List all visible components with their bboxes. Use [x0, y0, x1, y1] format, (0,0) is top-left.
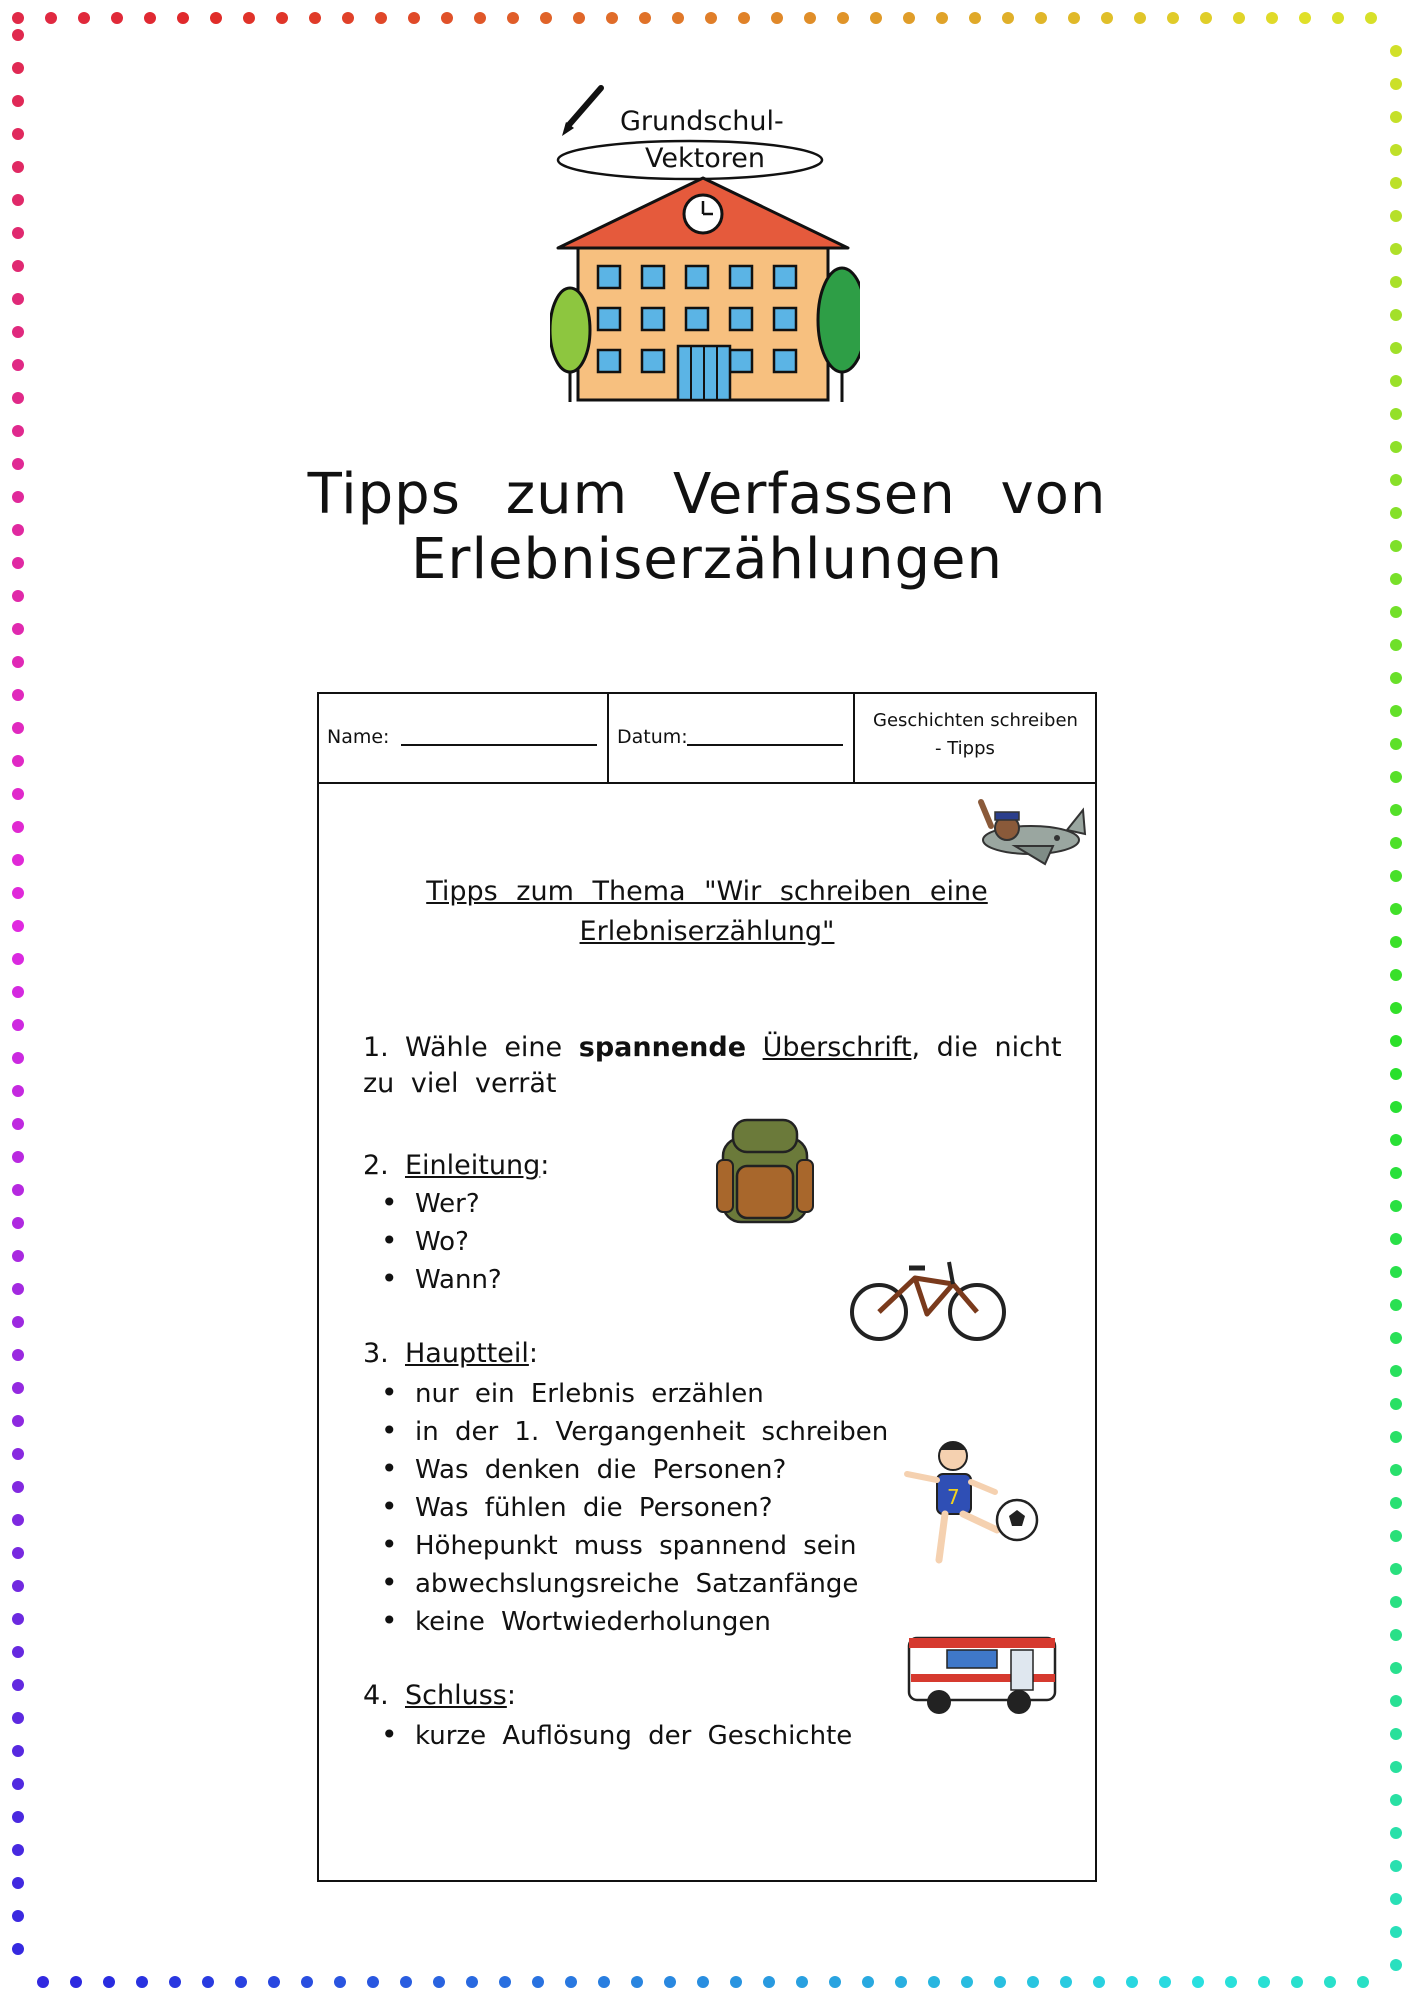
border-dot [12, 194, 24, 206]
border-dot [540, 12, 552, 24]
tip-2-list [381, 1184, 502, 1298]
list-item: • Wann? [381, 1260, 502, 1298]
border-dot [12, 227, 24, 239]
border-dot [697, 1976, 709, 1988]
border-dot [928, 1976, 940, 1988]
topic-cell [855, 694, 1095, 782]
border-dot [1390, 1002, 1402, 1014]
border-dot [1390, 375, 1402, 387]
border-dot [12, 920, 24, 932]
tip-4-number: 4. [363, 1680, 389, 1711]
border-dot [12, 1382, 24, 1394]
tip-3-heading-row [363, 1338, 538, 1369]
border-dot [1060, 1976, 1072, 1988]
border-dot [12, 722, 24, 734]
border-dot [37, 1976, 49, 1988]
border-dot [12, 953, 24, 965]
border-dot [1390, 672, 1402, 684]
border-dot [1390, 1233, 1402, 1245]
border-dot [45, 12, 57, 24]
border-dot [1390, 804, 1402, 816]
topic-line1: Geschichten schreiben [873, 710, 1078, 731]
border-dot [903, 12, 915, 24]
list-item: • Wo? [381, 1222, 502, 1260]
border-dot [1390, 639, 1402, 651]
border-dot [565, 1976, 577, 1988]
border-dot [639, 12, 651, 24]
border-dot [12, 326, 24, 338]
border-dot [730, 1976, 742, 1988]
border-dot [1390, 1134, 1402, 1146]
border-dot [1068, 12, 1080, 24]
tip-4-heading: Schluss [405, 1680, 507, 1711]
border-dot [1233, 12, 1245, 24]
list-item: • nur ein Erlebnis erzählen [381, 1374, 888, 1412]
border-dot [12, 854, 24, 866]
bicycle-icon [849, 1250, 1009, 1346]
tip-2-heading: Einleitung [405, 1150, 541, 1181]
border-dot [12, 1910, 24, 1922]
border-dot [177, 12, 189, 24]
tip-3-list [381, 1374, 888, 1640]
border-dot [12, 260, 24, 272]
list-item: • Was denken die Personen? [381, 1450, 888, 1488]
border-dot [12, 1448, 24, 1460]
border-dot [1093, 1976, 1105, 1988]
border-dot [144, 12, 156, 24]
border-dot [1390, 1332, 1402, 1344]
border-dot [1390, 1365, 1402, 1377]
border-dot [12, 12, 24, 24]
topic-line2: - Tipps [935, 738, 995, 759]
border-dot [1390, 1629, 1402, 1641]
tip-1-line2: zu viel verrät [363, 1068, 557, 1099]
border-dot [1390, 1497, 1402, 1509]
border-dot [12, 1613, 24, 1625]
border-dot [507, 12, 519, 24]
border-dot [994, 1976, 1006, 1988]
border-dot [12, 392, 24, 404]
border-dot [12, 1349, 24, 1361]
border-dot [1390, 1167, 1402, 1179]
border-dot [309, 12, 321, 24]
border-dot [12, 623, 24, 635]
tip-3-heading: Hauptteil [405, 1338, 529, 1369]
border-dot [936, 12, 948, 24]
border-dot [1390, 1068, 1402, 1080]
border-dot [1390, 309, 1402, 321]
border-dot [1390, 837, 1402, 849]
border-dot [12, 1943, 24, 1955]
border-dot [1159, 1976, 1171, 1988]
tip-1-text-b: , die nicht [911, 1032, 1062, 1063]
border-dot [408, 12, 420, 24]
border-dot [705, 12, 717, 24]
border-dot [1390, 1200, 1402, 1212]
border-dot [243, 12, 255, 24]
border-dot [12, 1250, 24, 1262]
border-dot [367, 1976, 379, 1988]
border-dot [12, 1052, 24, 1064]
border-dot [1390, 78, 1402, 90]
border-dot [1390, 1761, 1402, 1773]
border-dot [837, 12, 849, 24]
border-dot [301, 1976, 313, 1988]
border-dot [1390, 903, 1402, 915]
border-dot [1390, 1596, 1402, 1608]
border-dot [169, 1976, 181, 1988]
logo [550, 80, 860, 410]
border-dot [1035, 12, 1047, 24]
border-dot [1258, 1976, 1270, 1988]
border-dot [1200, 12, 1212, 24]
border-dot [1390, 1035, 1402, 1047]
border-dot [334, 1976, 346, 1988]
border-dot [631, 1976, 643, 1988]
border-dot [1225, 1976, 1237, 1988]
border-dot [12, 1019, 24, 1031]
border-dot [1390, 45, 1402, 57]
tip-3-number: 3. [363, 1338, 389, 1369]
border-dot [1324, 1976, 1336, 1988]
worksheet-title-line2: Erlebniserzählung" [579, 916, 835, 947]
border-dot [532, 1976, 544, 1988]
border-dot [474, 12, 486, 24]
border-dot [103, 1976, 115, 1988]
border-dot [763, 1976, 775, 1988]
border-dot [375, 12, 387, 24]
border-dot [1390, 144, 1402, 156]
worksheet-preview [317, 692, 1097, 1882]
border-dot [1390, 210, 1402, 222]
border-dot [12, 1778, 24, 1790]
border-dot [12, 1184, 24, 1196]
date-cell [609, 694, 855, 782]
border-dot [12, 689, 24, 701]
border-dot [1390, 738, 1402, 750]
border-dot [1390, 1464, 1402, 1476]
border-dot [12, 359, 24, 371]
border-dot [12, 1085, 24, 1097]
worksheet-title [319, 872, 1095, 952]
border-dot [1390, 1398, 1402, 1410]
border-dot [895, 1976, 907, 1988]
list-item: • kurze Auflösung der Geschichte [381, 1716, 852, 1754]
border-dot [796, 1976, 808, 1988]
name-label: Name: [327, 726, 390, 748]
border-dot [1390, 1563, 1402, 1575]
date-label: Datum: [617, 726, 688, 748]
border-dot [136, 1976, 148, 1988]
svg-text:7: 7 [947, 1485, 960, 1509]
border-dot [1390, 1266, 1402, 1278]
border-dot [1390, 1860, 1402, 1872]
border-dot [12, 656, 24, 668]
border-dot [1390, 1959, 1402, 1971]
border-dot [1390, 243, 1402, 255]
border-dot [12, 1745, 24, 1757]
list-item: • keine Wortwiederholungen [381, 1602, 888, 1640]
pen-nib-icon [562, 88, 601, 136]
tip-1 [363, 1032, 1062, 1063]
border-dot [12, 128, 24, 140]
border-dot [1390, 936, 1402, 948]
list-item: • Wer? [381, 1184, 502, 1222]
list-item: • Was fühlen die Personen? [381, 1488, 888, 1526]
border-dot [1390, 408, 1402, 420]
border-dot [70, 1976, 82, 1988]
border-dot [12, 821, 24, 833]
page-title: Tipps zum Verfassen von Erlebniserzählungen [307, 462, 1107, 592]
border-dot [12, 29, 24, 41]
border-dot [738, 12, 750, 24]
border-dot [1390, 969, 1402, 981]
border-dot [12, 788, 24, 800]
airplane-pilot-icon [967, 790, 1087, 870]
border-dot [1390, 1299, 1402, 1311]
border-dot [573, 12, 585, 24]
border-dot [672, 12, 684, 24]
border-dot [12, 425, 24, 437]
border-dot [804, 12, 816, 24]
border-dot [1390, 606, 1402, 618]
border-dot [1167, 12, 1179, 24]
border-dot [12, 1844, 24, 1856]
border-dot [12, 887, 24, 899]
name-blank-line [401, 744, 597, 746]
border-dot [1332, 12, 1344, 24]
worksheet-title-line1: Tipps zum Thema "Wir schreiben eine [426, 876, 988, 907]
tip-1-link: Überschrift [762, 1032, 912, 1063]
border-dot [202, 1976, 214, 1988]
date-blank-line [687, 744, 843, 746]
tip-2-number: 2. [363, 1150, 389, 1181]
border-dot [1192, 1976, 1204, 1988]
border-dot [12, 1580, 24, 1592]
border-dot [1390, 1827, 1402, 1839]
border-dot [1390, 1530, 1402, 1542]
border-dot [12, 62, 24, 74]
border-dot [1002, 12, 1014, 24]
border-dot [268, 1976, 280, 1988]
border-dot [441, 12, 453, 24]
border-dot [969, 12, 981, 24]
border-dot [12, 293, 24, 305]
camper-van-icon [903, 1628, 1063, 1720]
border-dot [1390, 705, 1402, 717]
border-dot [1390, 771, 1402, 783]
border-dot [1101, 12, 1113, 24]
worksheet-header [319, 694, 1095, 784]
border-dot [12, 1679, 24, 1691]
border-dot [12, 1118, 24, 1130]
border-dot [12, 986, 24, 998]
soccer-girl-icon [897, 1434, 1045, 1584]
border-dot [1390, 1794, 1402, 1806]
border-dot [1134, 12, 1146, 24]
border-dot [1027, 1976, 1039, 1988]
border-dot [12, 95, 24, 107]
border-dot [598, 1976, 610, 1988]
border-dot [12, 755, 24, 767]
border-dot [1390, 1431, 1402, 1443]
border-dot [829, 1976, 841, 1988]
border-dot [235, 1976, 247, 1988]
brand-name-line2: Vektoren [645, 143, 765, 174]
border-dot [1390, 870, 1402, 882]
tip-1-bold: spannende [578, 1032, 746, 1063]
list-item: • Höhepunkt muss spannend sein [381, 1526, 888, 1564]
border-dot [771, 12, 783, 24]
tip-3-colon: : [528, 1338, 538, 1369]
border-dot [1390, 1926, 1402, 1938]
border-dot [1365, 12, 1377, 24]
brand-name-line1: Grundschul- [620, 106, 784, 137]
tip-1-number: 1. [363, 1032, 389, 1063]
border-dot [466, 1976, 478, 1988]
border-dot [111, 12, 123, 24]
border-dot [1266, 12, 1278, 24]
border-dot [400, 1976, 412, 1988]
border-dot [1390, 1101, 1402, 1113]
list-item: • in der 1. Vergangenheit schreiben [381, 1412, 888, 1450]
list-item: • abwechslungsreiche Satzanfänge [381, 1564, 888, 1602]
border-dot [1126, 1976, 1138, 1988]
border-dot [1390, 1662, 1402, 1674]
border-dot [499, 1976, 511, 1988]
border-dot [1357, 1976, 1369, 1988]
tip-4-heading-row [363, 1680, 516, 1711]
border-dot [12, 1811, 24, 1823]
border-dot [276, 12, 288, 24]
border-dot [12, 1712, 24, 1724]
border-dot [12, 1283, 24, 1295]
border-dot [342, 12, 354, 24]
border-dot [606, 12, 618, 24]
border-dot [1390, 342, 1402, 354]
border-dot [1299, 12, 1311, 24]
border-dot [1390, 276, 1402, 288]
name-cell [319, 694, 609, 782]
border-dot [12, 1217, 24, 1229]
tip-2-heading-row [363, 1150, 549, 1181]
border-dot [1390, 111, 1402, 123]
border-dot [1390, 177, 1402, 189]
tip-2-colon: : [540, 1150, 550, 1181]
border-dot [1390, 1728, 1402, 1740]
tip-1-text-a: Wähle eine [405, 1032, 563, 1063]
border-dot [862, 1976, 874, 1988]
border-dot [961, 1976, 973, 1988]
border-dot [1291, 1976, 1303, 1988]
border-dot [12, 1547, 24, 1559]
border-dot [12, 1481, 24, 1493]
border-dot [12, 1877, 24, 1889]
border-dot [1390, 1893, 1402, 1905]
border-dot [1390, 1695, 1402, 1707]
border-dot [12, 1316, 24, 1328]
border-dot [1390, 441, 1402, 453]
border-dot [664, 1976, 676, 1988]
border-dot [78, 12, 90, 24]
border-dot [12, 161, 24, 173]
border-dot [12, 1415, 24, 1427]
border-dot [12, 1514, 24, 1526]
border-dot [433, 1976, 445, 1988]
tip-4-list [381, 1716, 852, 1754]
backpack-icon [715, 1112, 815, 1228]
border-dot [12, 1151, 24, 1163]
border-dot [870, 12, 882, 24]
border-dot [12, 1646, 24, 1658]
tip-4-colon: : [506, 1680, 516, 1711]
border-dot [210, 12, 222, 24]
